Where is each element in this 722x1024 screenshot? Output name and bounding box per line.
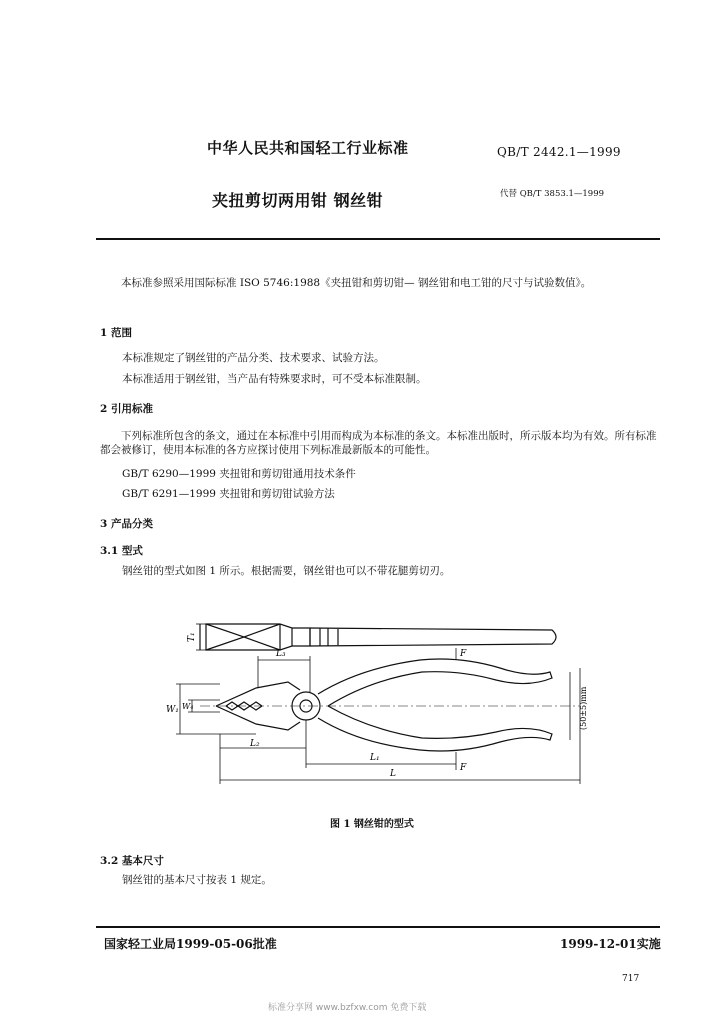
footer-rule (96, 926, 660, 928)
issuing-body: 中华人民共和国轻工行业标准 (207, 139, 409, 157)
section-2-paragraph: 下列标准所包含的条文，通过在本标准中引用而构成为本标准的条文。本标准出版时，所示版本均为有效。所有标准都会被修订，使用本标准的各方应探讨使用下列标准最新版本的可能性。 (100, 430, 657, 456)
pliers-side-view (200, 659, 580, 751)
pliers-top-view (196, 624, 556, 650)
figure-caption: 图 1 钢丝钳的型式 (330, 819, 414, 830)
section-1-line-2: 本标准适用于钢丝钳，当产品有特殊要求时，可不受本标准限制。 (122, 373, 427, 385)
page-number: 717 (622, 974, 640, 984)
label-t1: T₁ (187, 632, 197, 642)
replaces-note: 代替 QB/T 3853.1—1999 (500, 189, 605, 199)
label-f-bottom: F (460, 763, 467, 773)
section-3-2-heading: 3.2 基本尺寸 (100, 855, 164, 867)
section-3-1-text: 钢丝钳的型式如图 1 所示。根据需要，钢丝钳也可以不带花腿剪切刃。 (122, 565, 451, 577)
pliers-figure (160, 608, 600, 798)
effective-date: 1999-12-01实施 (560, 937, 661, 951)
label-w4: W₄ (182, 702, 194, 711)
section-1-line-1: 本标准规定了钢丝钳的产品分类、技术要求、试验方法。 (122, 352, 385, 364)
section-3-1-heading: 3.1 型式 (100, 545, 143, 557)
section-3-2-text: 钢丝钳的基本尺寸按表 1 规定。 (122, 874, 272, 886)
label-l2: L₂ (250, 739, 260, 749)
label-dim-50: (50±5)mm (579, 686, 588, 730)
watermark-text: 标准分享网 www.bzfxw.com 免费下载 (268, 1003, 427, 1013)
label-l: L (390, 769, 396, 779)
label-l1: L₁ (370, 753, 380, 763)
approval-date: 国家轻工业局1999-05-06批准 (104, 937, 277, 951)
section-3-heading: 3 产品分类 (100, 518, 153, 530)
standard-code: QB/T 2442.1—1999 (497, 145, 621, 159)
label-l3: L₃ (276, 649, 286, 659)
label-w1: W₁ (166, 705, 179, 715)
intro-paragraph: 本标准参照采用国际标准 ISO 5746:1988《夹扭钳和剪切钳— 钢丝钳和电工钳的尺寸与试验数值》。 (121, 277, 592, 289)
section-1-heading: 1 范围 (100, 327, 132, 339)
section-2-heading: 2 引用标准 (100, 403, 153, 415)
reference-2: GB/T 6291—1999 夹扭钳和剪切钳试验方法 (122, 488, 335, 500)
document-title: 夹扭剪切两用钳 钢丝钳 (212, 191, 384, 210)
label-f-top: F (460, 649, 467, 659)
header-rule (96, 238, 660, 240)
reference-1: GB/T 6290—1999 夹扭钳和剪切钳通用技术条件 (122, 468, 356, 480)
